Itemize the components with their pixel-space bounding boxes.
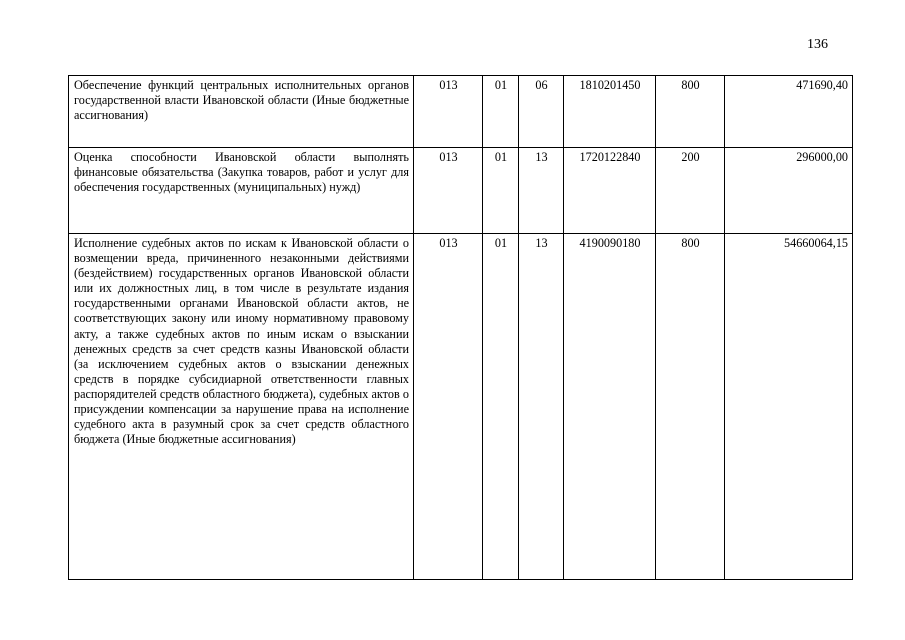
expense-name: Оценка способности Ивановской области выполнять финансовые обязательства (Закупка товаров, работ и услуг для обеспечения государственных (муниципальных) нужд) — [69, 148, 414, 234]
target-article-code: 1810201450 — [564, 76, 656, 148]
expense-name: Обеспечение функций центральных исполнительных органов государственной власти Ивановской области (Иные бюджетные ассигнования) — [69, 76, 414, 148]
expense-type-code: 800 — [656, 234, 725, 580]
page-number: 136 — [807, 37, 828, 52]
table-row — [69, 234, 853, 580]
target-article-code: 1720122840 — [564, 148, 656, 234]
expense-name: Исполнение судебных актов по искам к Ивановской области о возмещении вреда, причиненного незаконными действиями (бездействием) государственных органов Ивановской области или их должностных лиц, в том числе в результате издания государственными органами Ивановской области актов, не соответствующих закону или иному нормативному правовому акту, а также судебных актов по иным искам о взыскании денежных средств за счет средств казны Ивановской области (за исключением судебных актов о взыскании денежных средств в порядке субсидиарной ответственности главных распорядителей средств областного бюджета), судебных актов о присуждении компенсации за нарушение права на исполнение судебного акта в разумный срок за счет средств областного бюджета (Иные бюджетные ассигнования) — [69, 234, 414, 580]
budget-table — [68, 75, 853, 580]
section-code: 01 — [483, 234, 519, 580]
ministry-code: 013 — [414, 234, 483, 580]
expense-type-code: 200 — [656, 148, 725, 234]
expense-type-code: 800 — [656, 76, 725, 148]
section-code: 01 — [483, 148, 519, 234]
subsection-code: 13 — [519, 148, 564, 234]
table-row — [69, 76, 853, 148]
ministry-code: 013 — [414, 148, 483, 234]
target-article-code: 4190090180 — [564, 234, 656, 580]
ministry-code: 013 — [414, 76, 483, 148]
subsection-code: 06 — [519, 76, 564, 148]
section-code: 01 — [483, 76, 519, 148]
amount: 296000,00 — [725, 148, 853, 234]
subsection-code: 13 — [519, 234, 564, 580]
table-row — [69, 148, 853, 234]
amount: 471690,40 — [725, 76, 853, 148]
amount: 54660064,15 — [725, 234, 853, 580]
